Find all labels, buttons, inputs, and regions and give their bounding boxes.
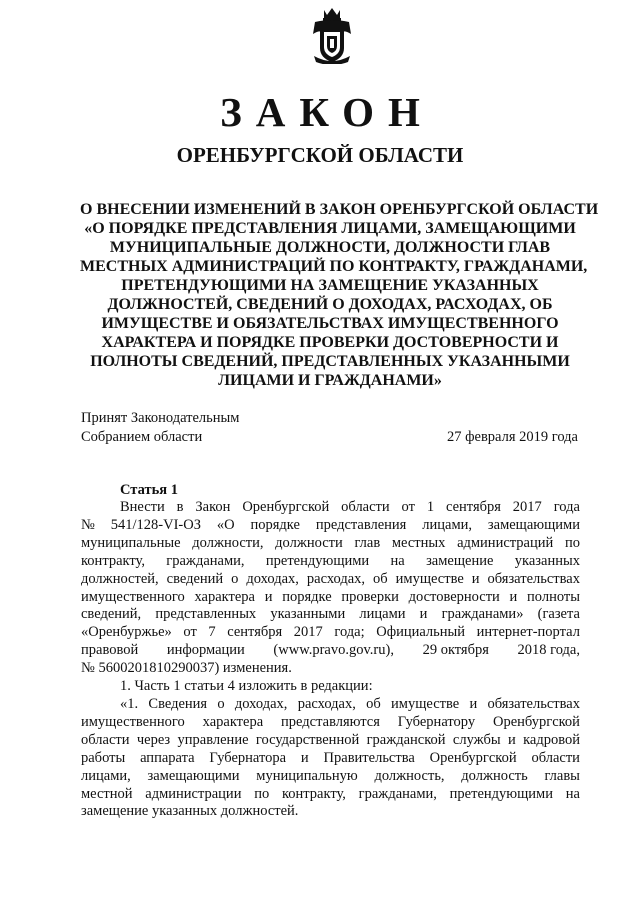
body-word: на bbox=[565, 785, 580, 802]
body-word: должностей. bbox=[220, 803, 299, 820]
body-word: 2017 bbox=[512, 499, 542, 515]
body-word: местной bbox=[81, 785, 133, 802]
body-line bbox=[81, 517, 580, 535]
body-word: доходах, bbox=[246, 570, 299, 587]
body-line bbox=[81, 768, 580, 786]
body-word: расходах, bbox=[297, 695, 356, 712]
law-heading bbox=[80, 200, 599, 390]
body-line bbox=[81, 553, 580, 571]
body-word: характера bbox=[194, 588, 255, 605]
body-word: Губернатора bbox=[209, 749, 287, 766]
heading-line: О ВНЕСЕНИИ ИЗМЕНЕНИЙ В ЗАКОН ОРЕНБУРГСКОЙ ОБЛАСТИ bbox=[80, 201, 599, 218]
body-word: № 5600201810290037) bbox=[81, 660, 223, 677]
body-word: замещение bbox=[81, 803, 152, 820]
body-word: администраций bbox=[457, 534, 554, 551]
body-word: правовой bbox=[81, 642, 139, 659]
body-word: порядке bbox=[282, 588, 332, 605]
adopted-by bbox=[81, 409, 239, 447]
adopted-line: Собранием области bbox=[81, 429, 203, 445]
body-word: местных bbox=[391, 534, 446, 551]
body-word: кадровой bbox=[523, 731, 580, 748]
body-line bbox=[81, 660, 580, 678]
body-word: информации bbox=[166, 642, 245, 659]
body-word: претендующими bbox=[449, 785, 553, 802]
body-word: года bbox=[553, 499, 580, 515]
body-word: представления bbox=[315, 516, 407, 533]
body-line bbox=[81, 499, 580, 517]
body-word: службы bbox=[452, 731, 501, 748]
adoption-date: 27 февраля 2019 года bbox=[446, 429, 578, 445]
region-name: ОРЕНБУРГСКОЙ ОБЛАСТИ bbox=[176, 143, 464, 167]
body-word: от bbox=[401, 499, 415, 515]
body-word: имуществе bbox=[391, 695, 460, 712]
body-word: должностей, bbox=[81, 570, 159, 587]
body-line bbox=[81, 732, 580, 750]
body-word: области bbox=[81, 731, 130, 748]
body-line bbox=[81, 624, 580, 642]
body-word: на bbox=[390, 552, 405, 569]
body-word: лицами, bbox=[422, 516, 473, 533]
body-word: Официальный bbox=[376, 624, 466, 641]
body-word: работы bbox=[81, 749, 126, 766]
body-word: государственной bbox=[255, 731, 360, 748]
body-word: и bbox=[471, 570, 480, 587]
body-word: контракту, bbox=[81, 552, 145, 569]
body-word: сентября bbox=[227, 624, 283, 641]
body-word: и bbox=[507, 731, 516, 748]
body-word: Внести bbox=[120, 499, 165, 515]
body-word: должности, bbox=[192, 534, 264, 551]
body-word: 7 bbox=[208, 624, 216, 641]
body-word: расходах, bbox=[306, 570, 366, 587]
body-word: Губернатору bbox=[397, 713, 476, 730]
body-word: сентября bbox=[445, 499, 501, 515]
body-word: интернет-портал bbox=[476, 624, 580, 641]
body-word: замещение bbox=[426, 552, 494, 569]
body-word: гражданской bbox=[366, 731, 446, 748]
body-word: «О bbox=[216, 516, 235, 533]
body-word: и bbox=[469, 695, 478, 712]
adopted-line: Принят Законодательным bbox=[81, 410, 240, 426]
coat-of-arms-icon bbox=[311, 6, 353, 64]
body-word: 1 bbox=[173, 678, 185, 695]
body-word: через bbox=[136, 731, 171, 748]
body-word: Оренбургской bbox=[429, 749, 517, 766]
law-title: ЗАКОН bbox=[220, 89, 434, 135]
body-word: о bbox=[231, 570, 239, 587]
body-word: достоверности bbox=[408, 588, 500, 605]
body-word: должность bbox=[461, 767, 528, 784]
body-line bbox=[81, 750, 580, 768]
body-word: сведений, bbox=[81, 606, 142, 623]
body-word: сведений bbox=[166, 570, 224, 587]
body-word: гражданами, bbox=[358, 785, 437, 802]
body-word: и bbox=[264, 588, 273, 605]
body-word: Оренбургской bbox=[493, 713, 580, 730]
body-word: муниципальную bbox=[256, 767, 358, 784]
body-line bbox=[81, 589, 580, 607]
body-word: главы bbox=[544, 767, 580, 784]
body-word: имуществе bbox=[395, 570, 464, 587]
heading-line: «О ПОРЯДКЕ ПРЕДСТАВЛЕНИЯ ЛИЦАМИ, ЗАМЕЩАЮЩИМИ bbox=[84, 220, 576, 237]
body-word: Оренбургской bbox=[242, 499, 330, 515]
body-word: «Оренбуржье» bbox=[81, 624, 172, 641]
body-word: характера bbox=[202, 713, 264, 730]
body-word: по bbox=[254, 785, 270, 802]
body-word: должности bbox=[275, 534, 343, 551]
body-word: контракту, bbox=[281, 785, 346, 802]
body-word: в bbox=[300, 678, 311, 695]
body-word: представленных bbox=[155, 606, 257, 623]
heading-line: ИМУЩЕСТВЕ И ОБЯЗАТЕЛЬСТВАХ ИМУЩЕСТВЕННОГО bbox=[101, 315, 559, 332]
body-word: полноты bbox=[527, 588, 580, 605]
body-word: года; bbox=[334, 624, 365, 641]
body-word: в bbox=[176, 499, 184, 515]
body-word: от bbox=[183, 624, 197, 641]
body-line bbox=[81, 678, 580, 696]
body-word: замещающими bbox=[487, 516, 580, 533]
body-word: указанных bbox=[514, 552, 580, 569]
heading-line: ПОЛНОТЫ СВЕДЕНИЙ, ПРЕДСТАВЛЕННЫХ УКАЗАННЫМИ bbox=[90, 353, 570, 370]
body-word: должность, bbox=[374, 767, 445, 784]
body-word: лицами, bbox=[81, 767, 131, 784]
body-word: № bbox=[81, 516, 95, 533]
body-word: претендующими bbox=[265, 552, 370, 569]
body-line bbox=[81, 642, 580, 660]
body-word: 2018 года, bbox=[517, 642, 580, 659]
body-word: указанных bbox=[151, 803, 221, 820]
heading-line: ЛИЦАМИ И ГРАЖДАНАМИ» bbox=[218, 372, 442, 389]
body-word: лицами bbox=[359, 606, 406, 623]
body-word: по bbox=[564, 534, 580, 551]
body-word: «1. bbox=[120, 695, 139, 712]
body-word: (газета bbox=[537, 606, 580, 623]
heading-line: ДОЛЖНОСТЕЙ, СВЕДЕНИЙ О ДОХОДАХ, РАСХОДАХ, ОБ bbox=[107, 296, 553, 313]
body-word: Часть bbox=[134, 678, 174, 695]
body-word: области bbox=[341, 499, 390, 515]
body-word: администрации bbox=[145, 785, 242, 802]
body-word: имущественного bbox=[81, 713, 185, 730]
body-word: замещающими bbox=[147, 767, 240, 784]
body-line bbox=[81, 535, 580, 553]
body-word: управление bbox=[177, 731, 249, 748]
body-word: порядке bbox=[250, 516, 300, 533]
article-body bbox=[81, 499, 580, 821]
body-word: проверки bbox=[341, 588, 399, 605]
body-word: о bbox=[217, 695, 225, 712]
body-word: аппарата bbox=[140, 749, 195, 766]
body-word: и bbox=[300, 749, 309, 766]
body-word: области bbox=[531, 749, 580, 766]
body-word: гражданами, bbox=[166, 552, 245, 569]
body-line bbox=[81, 714, 580, 732]
body-line bbox=[81, 606, 580, 624]
body-word: доходах, bbox=[234, 695, 288, 712]
body-word: обязательствах bbox=[487, 695, 580, 712]
body-word: 541/128-VI-ОЗ bbox=[110, 516, 201, 533]
body-word: глав bbox=[354, 534, 381, 551]
body-word: указанными bbox=[270, 606, 346, 623]
body-word: 29 октября bbox=[422, 642, 489, 659]
body-word: 1. bbox=[120, 678, 135, 695]
body-word: 2017 bbox=[293, 624, 323, 641]
body-word: статьи bbox=[184, 678, 228, 695]
heading-line: МУНИЦИПАЛЬНЫЕ ДОЛЖНОСТИ, ДОЛЖНОСТИ ГЛАВ bbox=[109, 239, 551, 256]
body-word: (www.pravo.gov.ru), bbox=[273, 642, 394, 659]
heading-line: ХАРАКТЕРА И ПОРЯДКЕ ПРОВЕРКИ ДОСТОВЕРНОСТИ И bbox=[101, 334, 559, 351]
body-word: 4 bbox=[227, 678, 239, 695]
body-word: гражданами» bbox=[441, 606, 524, 623]
body-word: представляются bbox=[281, 713, 380, 730]
body-word: об bbox=[373, 570, 388, 587]
body-word: 1 bbox=[426, 499, 435, 515]
heading-line: ПРЕТЕНДУЮЩИМИ НА ЗАМЕЩЕНИЕ УКАЗАННЫХ bbox=[121, 277, 539, 294]
body-word: Сведения bbox=[148, 695, 208, 712]
body-word: муниципальные bbox=[81, 534, 181, 551]
body-word: обязательствах bbox=[487, 570, 580, 587]
article-title: Статья 1 bbox=[120, 482, 178, 498]
body-line bbox=[81, 696, 580, 714]
body-word: об bbox=[366, 695, 381, 712]
heading-line: МЕСТНЫХ АДМИНИСТРАЦИЙ ПО КОНТРАКТУ, ГРАЖДАНАМИ, bbox=[80, 258, 588, 275]
body-word: и bbox=[509, 588, 518, 605]
body-word: Правительства bbox=[323, 749, 415, 766]
body-word: Закон bbox=[195, 499, 231, 515]
body-line bbox=[81, 803, 580, 821]
body-word: редакции: bbox=[310, 678, 373, 695]
body-word: изменения. bbox=[222, 660, 292, 677]
body-word: изложить bbox=[238, 678, 301, 695]
body-word: и bbox=[419, 606, 428, 623]
body-line bbox=[81, 786, 580, 804]
body-line bbox=[81, 571, 580, 589]
body-word: имущественного bbox=[81, 588, 185, 605]
